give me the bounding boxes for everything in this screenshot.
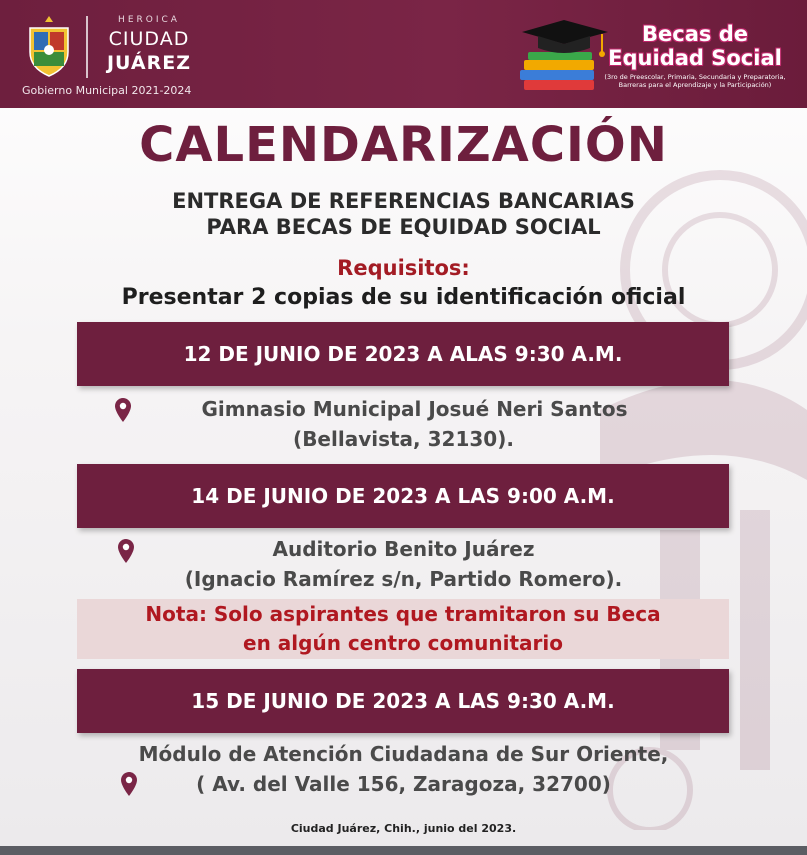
footer-text: Ciudad Juárez, Chih., junio del 2023. (290, 822, 517, 835)
requirements-text: Presentar 2 copias de su identificación oficial (121, 285, 686, 310)
header-divider (86, 16, 88, 78)
becas-subtitle-line2: Barreras para el Aprendizaje y la Participación) (618, 81, 772, 89)
gov-city-label: CIUDAD (108, 28, 190, 50)
note-line1: Nota: Solo aspirantes que tramitaron su Beca (145, 602, 661, 626)
becas-title-line2: Equidad Social (608, 46, 782, 70)
requirements-label: Requisitos: (337, 256, 470, 280)
event-date-band-2: 14 DE JUNIO DE 2023 A LAS 9:00 A.M. (77, 464, 729, 528)
page-title: CALENDARIZACIÓN (139, 117, 668, 173)
becas-subtitle (600, 73, 790, 89)
event-location-1-line1: Gimnasio Municipal Josué Neri Santos (201, 397, 628, 421)
city-crest-icon (24, 14, 74, 78)
becas-subtitle-line1: (3ro de Preescolar, Primaria, Secundaria y Preparatoria, (604, 73, 786, 81)
page-subtitle (0, 188, 807, 240)
gov-heroica-label: HEROICA (118, 15, 180, 25)
subtitle-line1: ENTREGA DE REFERENCIAS BANCARIAS (172, 189, 635, 213)
header-bar (0, 0, 807, 108)
event-date-band-3: 15 DE JUNIO DE 2023 A LAS 9:30 A.M. (77, 669, 729, 733)
event-date-band-1: 12 DE JUNIO DE 2023 A ALAS 9:30 A.M. (77, 322, 729, 386)
event-location-3-line1: Módulo de Atención Ciudadana de Sur Oriente, (138, 742, 669, 766)
becas-title-line1: Becas de (642, 22, 748, 46)
event-location-3-line2: ( Av. del Valle 156, Zaragoza, 32700) (196, 772, 611, 796)
graduation-cap-books-icon (518, 18, 610, 96)
subtitle-line2: PARA BECAS DE EQUIDAD SOCIAL (206, 215, 601, 239)
bottom-bar (0, 846, 807, 855)
gov-term-label: Gobierno Municipal 2021-2024 (22, 84, 192, 97)
event-location-2-line1: Auditorio Benito Juárez (272, 537, 535, 561)
gov-name-label: JUÁREZ (106, 52, 191, 74)
event-location-2-line2: (Ignacio Ramírez s/n, Partido Romero). (184, 567, 623, 591)
note-line2: en algún centro comunitario (243, 631, 563, 655)
event-location-1-line2: (Bellavista, 32130). (293, 427, 514, 451)
note-box (77, 599, 729, 659)
